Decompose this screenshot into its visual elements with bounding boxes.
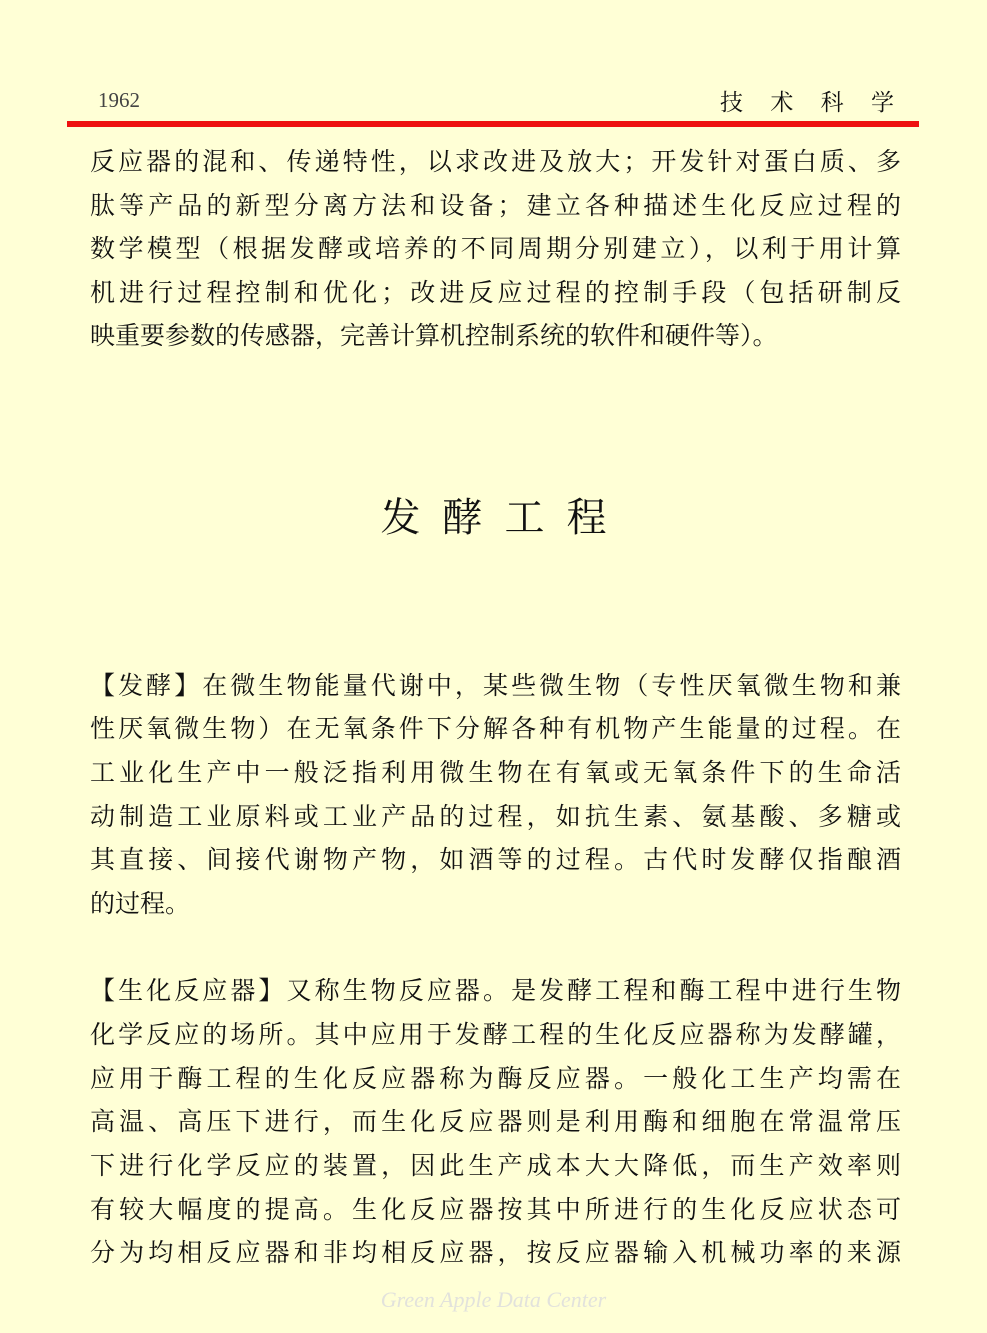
- text-line: 反应器的混和、传递特性，以求改进及放大；开发针对蛋白质、多: [90, 147, 901, 176]
- text-line: 下进行化学反应的装置，因此生产成本大大降低，而生产效率则: [90, 1151, 901, 1180]
- page-year: 1962: [98, 88, 140, 112]
- text-line: 有较大幅度的提高。生化反应器按其中所进行的生化反应状态可: [90, 1195, 901, 1224]
- text-line: 分为均相反应器和非均相反应器，按反应器输入机械功率的来源: [90, 1238, 901, 1267]
- text-line: 的过程。: [90, 889, 191, 918]
- header-rule: [67, 121, 919, 127]
- text-line: 机进行过程控制和优化；改进反应过程的控制手段（包括研制反: [90, 278, 901, 307]
- text-line: 【生化反应器】又称生物反应器。是发酵工程和酶工程中进行生物: [90, 976, 901, 1005]
- text-line: 肽等产品的新型分离方法和设备；建立各种描述生化反应过程的: [90, 191, 901, 220]
- text-line: 应用于酶工程的生化反应器称为酶反应器。一般化工生产均需在: [90, 1064, 901, 1093]
- text-line: 映重要参数的传感器，完善计算机控制系统的软件和硬件等）。: [90, 321, 778, 350]
- text-line: 工业化生产中一般泛指利用微生物在有氧或无氧条件下的生命活: [90, 758, 901, 787]
- text-line: 数学模型（根据发酵或培养的不同周期分别建立），以利于用计算: [90, 234, 901, 263]
- section-heading: 技 术 科 学: [720, 90, 894, 116]
- text-line: 其直接、间接代谢物产物，如酒等的过程。古代时发酵仅指酿酒: [90, 845, 901, 874]
- text-line: 高温、高压下进行，而生化反应器则是利用酶和细胞在常温常压: [90, 1107, 901, 1136]
- text-line: 动制造工业原料或工业产品的过程，如抗生素、氨基酸、多糖或: [90, 802, 901, 831]
- watermark: Green Apple Data Center: [380, 1287, 607, 1312]
- text-line: 【发酵】在微生物能量代谢中，某些微生物（专性厌氧微生物和兼: [90, 671, 901, 700]
- text-line: 化学反应的场所。其中应用于发酵工程的生化反应器称为发酵罐，: [90, 1020, 901, 1049]
- chapter-title: 发酵工程: [380, 495, 629, 541]
- text-line: 性厌氧微生物）在无氧条件下分解各种有机物产生能量的过程。在: [90, 714, 901, 743]
